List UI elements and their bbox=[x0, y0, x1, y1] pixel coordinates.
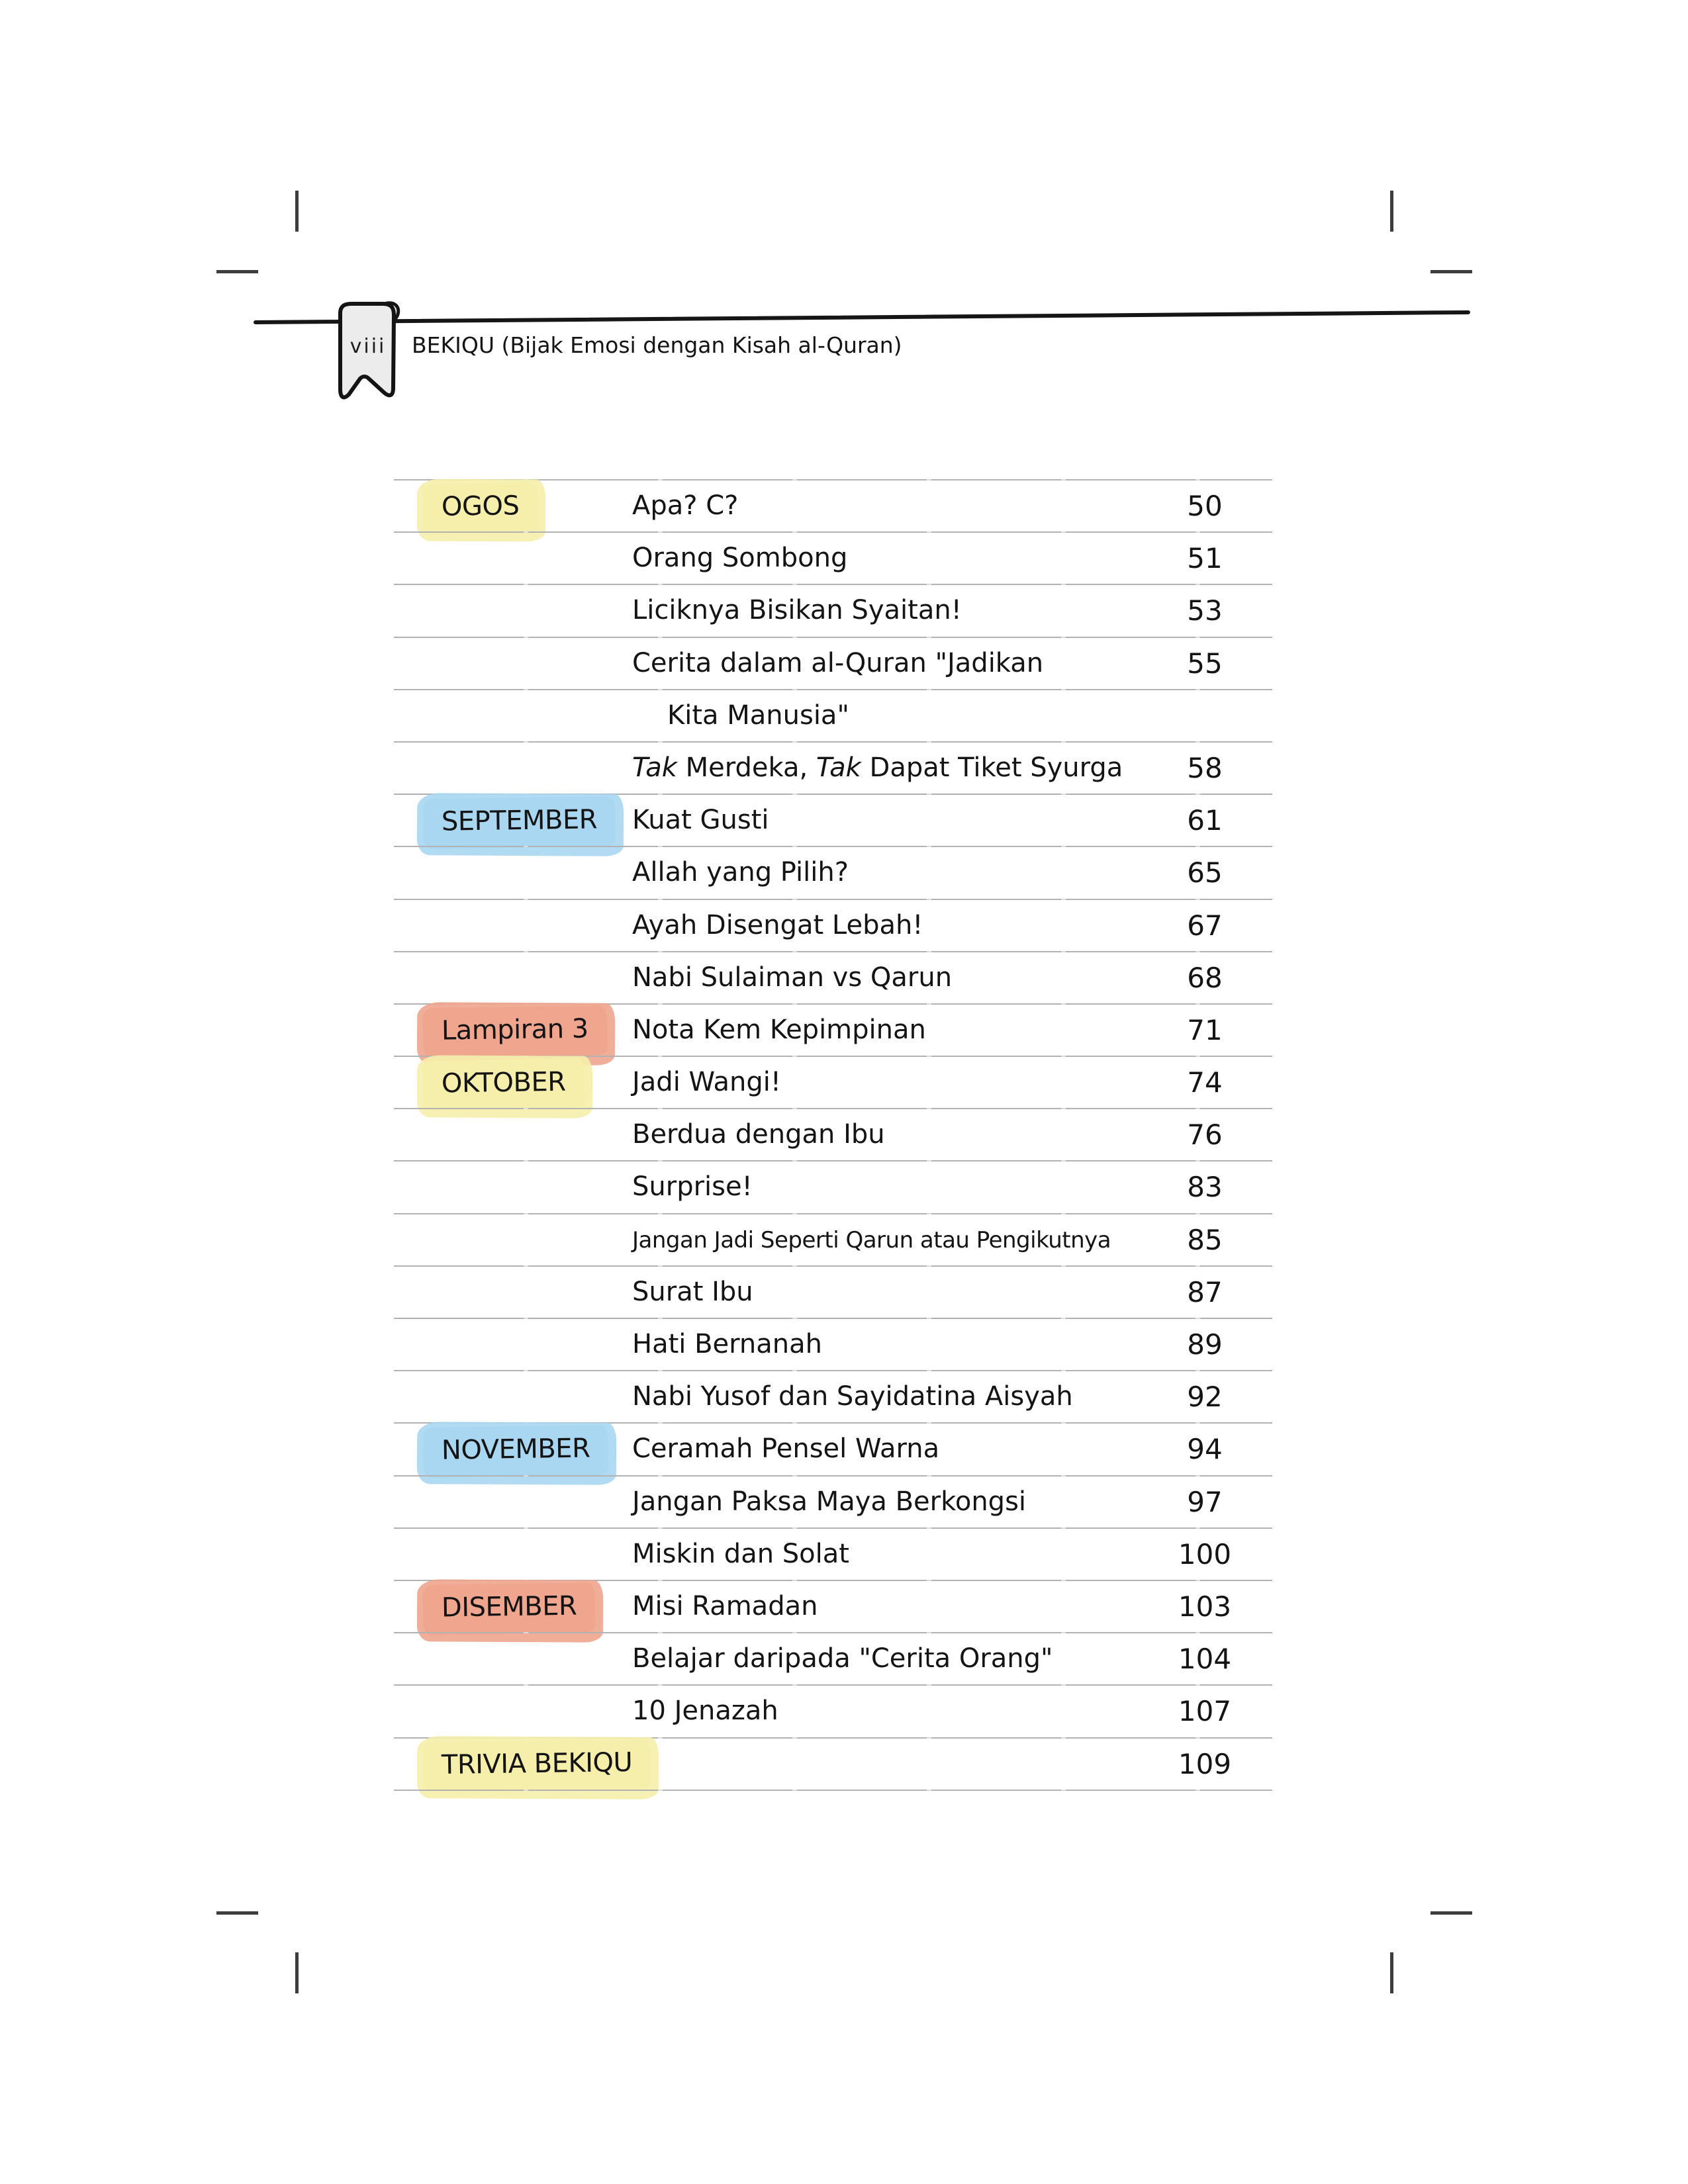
toc-title: Liciknya Bisikan Syaitan! bbox=[632, 595, 962, 626]
toc-row bbox=[394, 794, 1272, 846]
page-number: 58 bbox=[1187, 751, 1223, 784]
toc-title: Cerita dalam al-Quran "Jadikan bbox=[632, 647, 1044, 678]
toc-title: Orang Sombong bbox=[632, 543, 848, 574]
category-september: SEPTEMBER bbox=[422, 796, 616, 849]
toc-row bbox=[394, 1476, 1272, 1528]
toc-title: Belajar daripada "Cerita Orang" bbox=[632, 1643, 1053, 1674]
page-number: 50 bbox=[1187, 490, 1223, 522]
crop-mark bbox=[1430, 1911, 1472, 1915]
crop-mark bbox=[1390, 1952, 1393, 1993]
crop-mark bbox=[216, 270, 258, 273]
page-number: 85 bbox=[1187, 1223, 1223, 1256]
page-number: 61 bbox=[1187, 804, 1223, 837]
page-number: 74 bbox=[1187, 1066, 1223, 1099]
toc-row bbox=[394, 1266, 1272, 1318]
toc-row bbox=[394, 742, 1272, 794]
running-head: BEKIQU (Bijak Emosi dengan Kisah al-Quran) bbox=[412, 332, 902, 358]
toc-row bbox=[394, 1318, 1272, 1371]
toc-title: Kuat Gusti bbox=[632, 805, 769, 836]
toc-title: Allah yang Pilih? bbox=[632, 857, 849, 888]
page-number: 94 bbox=[1187, 1433, 1223, 1466]
toc-title: Apa? C? bbox=[632, 490, 739, 521]
toc-row bbox=[394, 532, 1272, 584]
toc-title: Misi Ramadan bbox=[632, 1590, 818, 1621]
page-number: 89 bbox=[1187, 1328, 1223, 1361]
category-oktober: OKTOBER bbox=[422, 1058, 585, 1111]
category-disember: DISEMBER bbox=[422, 1582, 595, 1635]
toc-row bbox=[394, 1685, 1272, 1737]
toc-title: Surprise! bbox=[632, 1171, 753, 1203]
page-number: 65 bbox=[1187, 856, 1223, 889]
toc-title: Ceramah Pensel Warna bbox=[632, 1433, 940, 1465]
crop-mark bbox=[1430, 270, 1472, 273]
page-number: 97 bbox=[1187, 1485, 1223, 1518]
toc-row bbox=[394, 690, 1272, 742]
toc-title: Nabi Sulaiman vs Qarun bbox=[632, 962, 953, 993]
header-rule bbox=[254, 310, 1470, 324]
page-number: 92 bbox=[1187, 1381, 1223, 1414]
toc-title: Jadi Wangi! bbox=[632, 1067, 781, 1098]
page-number: 71 bbox=[1187, 1013, 1223, 1046]
toc-row bbox=[394, 637, 1272, 690]
toc-title: Jangan Jadi Seperti Qarun atau Pengikutnya bbox=[632, 1226, 1111, 1253]
toc-row bbox=[394, 1580, 1272, 1633]
toc-row bbox=[394, 1633, 1272, 1685]
toc-row bbox=[394, 1109, 1272, 1161]
crop-mark bbox=[1390, 191, 1393, 232]
page-number: 68 bbox=[1187, 961, 1223, 994]
page-number: 76 bbox=[1187, 1118, 1223, 1152]
toc-title: Surat Ibu bbox=[632, 1276, 753, 1307]
toc-row bbox=[394, 1056, 1272, 1109]
toc-title: Kita Manusia" bbox=[667, 700, 849, 731]
page-number: 67 bbox=[1187, 909, 1223, 942]
toc-title: 10 Jenazah bbox=[632, 1696, 778, 1727]
toc-title: Hati Bernanah bbox=[632, 1329, 822, 1359]
toc-row bbox=[394, 1423, 1272, 1475]
category-trivia-bekiqu: TRIVIA BEKIQU bbox=[422, 1739, 651, 1793]
toc-row bbox=[394, 899, 1272, 952]
toc-row bbox=[394, 952, 1272, 1004]
category-ogos: OGOS bbox=[422, 482, 538, 533]
page-number: 104 bbox=[1178, 1643, 1232, 1676]
page-number: 109 bbox=[1178, 1747, 1232, 1780]
toc-title: Tak Merdeka, Tak Dapat Tiket Syurga bbox=[632, 752, 1123, 783]
toc-title: Ayah Disengat Lebah! bbox=[632, 909, 923, 940]
toc-row bbox=[394, 1161, 1272, 1213]
toc-title: Miskin dan Solat bbox=[632, 1538, 849, 1569]
crop-mark bbox=[295, 191, 299, 232]
toc-row bbox=[394, 1738, 1272, 1790]
page-number: 55 bbox=[1187, 647, 1223, 680]
toc-title: Jangan Paksa Maya Berkongsi bbox=[632, 1486, 1027, 1517]
toc-title: Berdua dengan Ibu bbox=[632, 1119, 885, 1150]
crop-mark bbox=[216, 1911, 258, 1915]
page-number: 100 bbox=[1178, 1537, 1232, 1570]
page-number: 103 bbox=[1178, 1590, 1232, 1623]
bookmark-ribbon-icon bbox=[330, 298, 406, 406]
category-lampiran-3: Lampiran 3 bbox=[422, 1006, 607, 1059]
page-number-label: viii bbox=[350, 335, 387, 358]
page-number: 107 bbox=[1178, 1695, 1232, 1728]
toc-title: Nabi Yusof dan Sayidatina Aisyah bbox=[632, 1381, 1073, 1412]
toc-title: Nota Kem Kepimpinan bbox=[632, 1014, 926, 1045]
row-divider bbox=[394, 1790, 1272, 1791]
toc-row bbox=[394, 480, 1272, 532]
page-number: 51 bbox=[1187, 542, 1223, 575]
toc-row bbox=[394, 1214, 1272, 1266]
toc-row bbox=[394, 846, 1272, 899]
toc-row bbox=[394, 1371, 1272, 1423]
page-number: 53 bbox=[1187, 594, 1223, 627]
table-of-contents bbox=[394, 480, 1272, 1790]
toc-row bbox=[394, 1004, 1272, 1056]
toc-row bbox=[394, 584, 1272, 637]
toc-row bbox=[394, 1528, 1272, 1580]
page-number: 87 bbox=[1187, 1275, 1223, 1308]
crop-mark bbox=[295, 1952, 299, 1993]
page-number: 83 bbox=[1187, 1171, 1223, 1204]
category-november: NOVEMBER bbox=[422, 1425, 608, 1478]
